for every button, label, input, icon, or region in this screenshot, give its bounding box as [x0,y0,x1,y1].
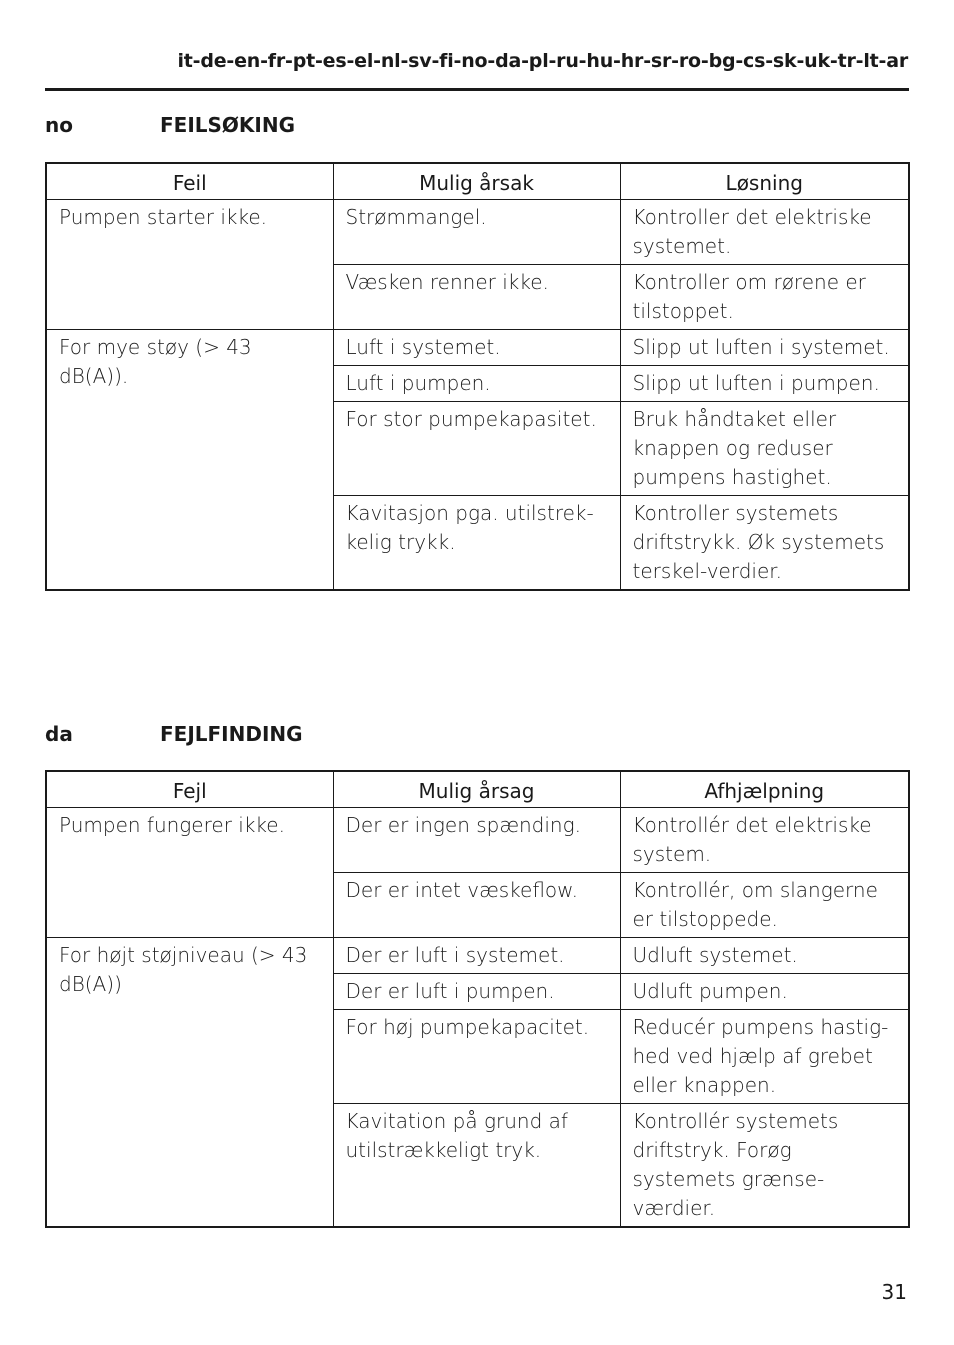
cause-cell: Der er luft i pumpen. [333,974,620,1010]
column-header-fault: Feil [46,163,333,200]
cause-cell: Kavitasjon pga. utilstrek-kelig trykk. [333,496,620,591]
table-header-row [46,771,909,808]
solution-cell: Udluft pumpen. [620,974,909,1010]
language-code: da [45,722,73,746]
table-row [46,808,909,873]
solution-cell: Kontrollér det elektriske system. [620,808,909,873]
column-header-cause: Mulig årsag [333,771,620,808]
fault-cell: Pumpen fungerer ikke. [46,808,333,938]
cause-cell: Der er luft i systemet. [333,938,620,974]
header-rule [45,88,909,91]
column-header-fault: Fejl [46,771,333,808]
table-row [46,938,909,974]
solution-cell: Slipp ut luften i systemet. [620,330,909,366]
solution-cell: Bruk håndtaket eller knappen og reduser pumpens hastighet. [620,402,909,496]
cause-cell: For stor pumpekapasitet. [333,402,620,496]
column-header-solution: Løsning [620,163,909,200]
cause-cell: Der er ingen spænding. [333,808,620,873]
table-row [46,200,909,265]
table-header-row [46,163,909,200]
cause-cell: For høj pumpekapacitet. [333,1010,620,1104]
solution-cell: Kontrollér, om slangerne er tilstoppede. [620,873,909,938]
troubleshooting-table-da [45,770,910,1228]
section-title: FEILSØKING [160,113,296,137]
column-header-solution: Afhjælpning [620,771,909,808]
fault-cell: For mye støy (> 43 dB(A)). [46,330,333,591]
page-number: 31 [881,1280,907,1304]
cause-cell: Luft i systemet. [333,330,620,366]
table-row [46,330,909,366]
solution-cell: Udluft systemet. [620,938,909,974]
fault-cell: For højt støjniveau (> 43 dB(A)) [46,938,333,1228]
fault-cell: Pumpen starter ikke. [46,200,333,330]
column-header-cause: Mulig årsak [333,163,620,200]
section-title: FEJLFINDING [160,722,303,746]
solution-cell: Kontroller systemets driftstrykk. Øk systemets terskel-verdier. [620,496,909,591]
solution-cell: Kontroller det elektriske systemet. [620,200,909,265]
troubleshooting-table-no [45,162,910,591]
cause-cell: Væsken renner ikke. [333,265,620,330]
cause-cell: Strømmangel. [333,200,620,265]
cause-cell: Der er intet væskeflow. [333,873,620,938]
cause-cell: Luft i pumpen. [333,366,620,402]
solution-cell: Reducér pumpens hastig-hed ved hjælp af grebet eller knappen. [620,1010,909,1104]
solution-cell: Kontrollér systemets driftstryk. Forøg systemets grænse-værdier. [620,1104,909,1228]
solution-cell: Kontroller om rørene er tilstoppet. [620,265,909,330]
language-code: no [45,113,73,137]
solution-cell: Slipp ut luften i pumpen. [620,366,909,402]
language-codes-header: it-de-en-fr-pt-es-el-nl-sv-fi-no-da-pl-ru-hu-hr-sr-ro-bg-cs-sk-uk-tr-lt-ar [177,50,908,72]
cause-cell: Kavitation på grund af utilstrækkeligt tryk. [333,1104,620,1228]
